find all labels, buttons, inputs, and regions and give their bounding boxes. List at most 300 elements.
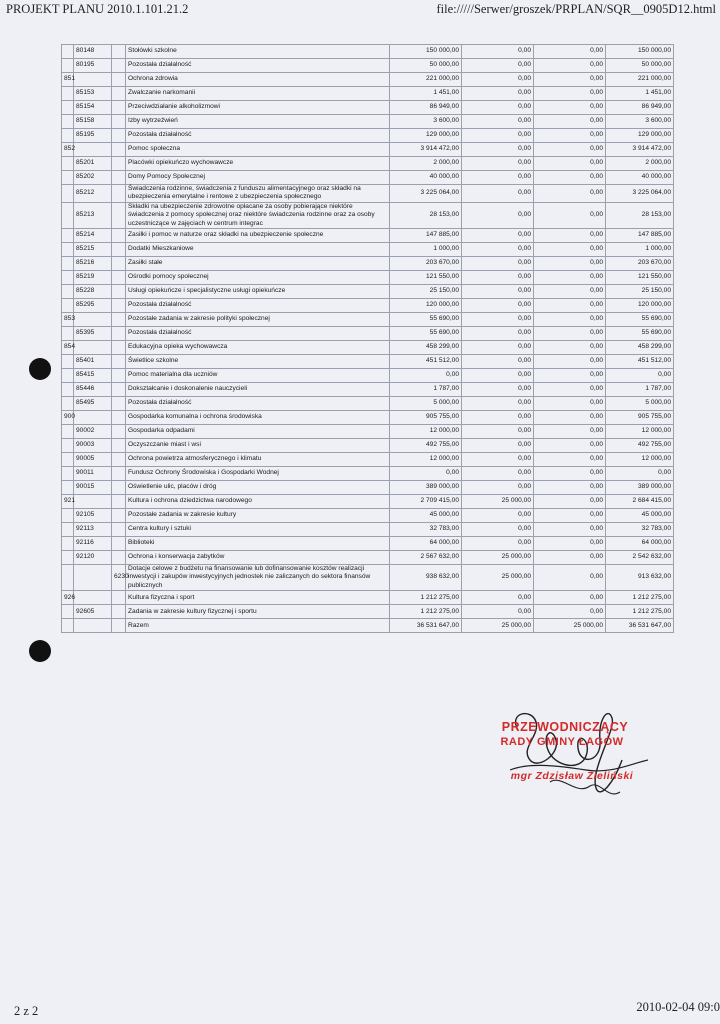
paragraf-cell <box>112 73 126 87</box>
nazwa-cell: Ochrona i konserwacja zabytków <box>126 551 390 565</box>
paragraf-cell <box>112 157 126 171</box>
rozdzial-cell <box>74 591 112 605</box>
change1-cell: 25 000,00 <box>462 619 534 633</box>
table-row <box>62 313 674 327</box>
wynik-cell: 5 000,00 <box>606 397 674 411</box>
table-row <box>62 299 674 313</box>
rozdzial-cell <box>74 143 112 157</box>
plan-cell: 150 000,00 <box>390 45 462 59</box>
page-number: 2 z 2 <box>14 1004 39 1018</box>
rozdzial-cell: 80195 <box>74 59 112 73</box>
change2-cell: 0,00 <box>534 551 606 565</box>
plan-cell: 147 885,00 <box>390 229 462 243</box>
dzial-cell <box>62 257 74 271</box>
dzial-cell <box>62 439 74 453</box>
plan-cell: 0,00 <box>390 467 462 481</box>
rozdzial-cell: 85195 <box>74 129 112 143</box>
change1-cell: 0,00 <box>462 143 534 157</box>
change2-cell: 0,00 <box>534 355 606 369</box>
paragraf-cell <box>112 313 126 327</box>
dzial-cell <box>62 551 74 565</box>
rozdzial-cell <box>74 341 112 355</box>
paragraf-cell <box>112 509 126 523</box>
table-row <box>62 551 674 565</box>
change2-cell: 0,00 <box>534 453 606 467</box>
wynik-cell: 55 690,00 <box>606 313 674 327</box>
change1-cell: 25 000,00 <box>462 551 534 565</box>
table-row <box>62 285 674 299</box>
wynik-cell: 40 000,00 <box>606 171 674 185</box>
change1-cell: 0,00 <box>462 73 534 87</box>
table-row <box>62 59 674 73</box>
wynik-cell: 2 684 415,00 <box>606 495 674 509</box>
wynik-cell: 64 000,00 <box>606 537 674 551</box>
nazwa-cell: Pozostała działalność <box>126 59 390 73</box>
change2-cell: 0,00 <box>534 73 606 87</box>
paragraf-cell <box>112 411 126 425</box>
change1-cell: 0,00 <box>462 467 534 481</box>
table-row <box>62 565 674 591</box>
dzial-cell: 926 <box>62 591 74 605</box>
dzial-cell <box>62 355 74 369</box>
change1-cell: 0,00 <box>462 313 534 327</box>
change1-cell: 0,00 <box>462 271 534 285</box>
plan-cell: 55 690,00 <box>390 313 462 327</box>
table-row <box>62 439 674 453</box>
paragraf-cell <box>112 202 126 228</box>
wynik-cell: 203 670,00 <box>606 257 674 271</box>
dzial-cell <box>62 397 74 411</box>
paragraf-cell <box>112 605 126 619</box>
paragraf-cell <box>112 537 126 551</box>
change1-cell: 0,00 <box>462 185 534 203</box>
dzial-cell <box>62 243 74 257</box>
dzial-cell <box>62 115 74 129</box>
document-file-path: file://///Serwer/groszek/PRPLAN/SQR__0905D12.html <box>436 2 716 16</box>
wynik-cell: 0,00 <box>606 467 674 481</box>
change2-cell: 0,00 <box>534 101 606 115</box>
wynik-cell: 451 512,00 <box>606 355 674 369</box>
table-row <box>62 355 674 369</box>
plan-cell: 905 755,00 <box>390 411 462 425</box>
nazwa-cell: Świetlice szkolne <box>126 355 390 369</box>
print-datetime: 2010-02-04 09:0 <box>636 1000 720 1014</box>
change1-cell: 0,00 <box>462 45 534 59</box>
plan-cell: 389 000,00 <box>390 481 462 495</box>
nazwa-cell: Zwalczanie narkomanii <box>126 87 390 101</box>
wynik-cell: 1 000,00 <box>606 243 674 257</box>
change1-cell: 0,00 <box>462 383 534 397</box>
plan-cell: 221 000,00 <box>390 73 462 87</box>
wynik-cell: 86 949,00 <box>606 101 674 115</box>
table-row <box>62 202 674 228</box>
change1-cell: 0,00 <box>462 355 534 369</box>
rozdzial-cell: 85415 <box>74 369 112 383</box>
change2-cell: 0,00 <box>534 285 606 299</box>
paragraf-cell <box>112 341 126 355</box>
change1-cell: 0,00 <box>462 327 534 341</box>
nazwa-cell: Pozostałe zadania w zakresie kultury <box>126 509 390 523</box>
table-row <box>62 171 674 185</box>
dzial-cell <box>62 299 74 313</box>
wynik-cell: 150 000,00 <box>606 45 674 59</box>
table-row <box>62 101 674 115</box>
dzial-cell: 854 <box>62 341 74 355</box>
table-row <box>62 185 674 203</box>
plan-cell: 40 000,00 <box>390 171 462 185</box>
change1-cell: 0,00 <box>462 101 534 115</box>
nazwa-cell: Dodatki Mieszkaniowe <box>126 243 390 257</box>
nazwa-cell: Przeciwdziałanie alkoholizmowi <box>126 101 390 115</box>
dzial-cell <box>62 605 74 619</box>
wynik-cell: 12 000,00 <box>606 425 674 439</box>
table-row <box>62 229 674 243</box>
table-row <box>62 73 674 87</box>
change2-cell: 0,00 <box>534 87 606 101</box>
nazwa-cell: Oświetlenie ulic, placów i dróg <box>126 481 390 495</box>
rozdzial-cell <box>74 73 112 87</box>
change1-cell: 0,00 <box>462 257 534 271</box>
change1-cell: 0,00 <box>462 129 534 143</box>
change2-cell: 25 000,00 <box>534 619 606 633</box>
change1-cell: 0,00 <box>462 341 534 355</box>
wynik-cell: 121 550,00 <box>606 271 674 285</box>
wynik-cell: 913 632,00 <box>606 565 674 591</box>
nazwa-cell: Pozostała działalność <box>126 397 390 411</box>
table-row <box>62 243 674 257</box>
change2-cell: 0,00 <box>534 143 606 157</box>
wynik-cell: 0,00 <box>606 369 674 383</box>
table-row <box>62 45 674 59</box>
paragraf-cell <box>112 369 126 383</box>
dzial-cell <box>62 129 74 143</box>
nazwa-cell: Ochrona zdrowia <box>126 73 390 87</box>
nazwa-cell: Kultura fizyczna i sport <box>126 591 390 605</box>
rozdzial-cell: 92105 <box>74 509 112 523</box>
wynik-cell: 221 000,00 <box>606 73 674 87</box>
change1-cell: 0,00 <box>462 591 534 605</box>
change2-cell: 0,00 <box>534 243 606 257</box>
table-row <box>62 453 674 467</box>
change2-cell: 0,00 <box>534 59 606 73</box>
stamp-title: PRZEWODNICZĄCY <box>501 720 629 734</box>
wynik-cell: 389 000,00 <box>606 481 674 495</box>
wynik-cell: 2 000,00 <box>606 157 674 171</box>
dzial-cell <box>62 537 74 551</box>
change2-cell: 0,00 <box>534 425 606 439</box>
nazwa-cell: Pomoc społeczna <box>126 143 390 157</box>
table-row <box>62 467 674 481</box>
rozdzial-cell: 85214 <box>74 229 112 243</box>
budget-table-body <box>62 45 674 633</box>
change2-cell: 0,00 <box>534 202 606 228</box>
plan-cell: 458 299,00 <box>390 341 462 355</box>
paragraf-cell <box>112 243 126 257</box>
paragraf-cell <box>112 523 126 537</box>
punch-hole-top <box>29 358 51 380</box>
plan-cell: 3 225 064,00 <box>390 185 462 203</box>
nazwa-cell: Ośrodki pomocy społecznej <box>126 271 390 285</box>
rozdzial-cell: 80148 <box>74 45 112 59</box>
rozdzial-cell: 92116 <box>74 537 112 551</box>
nazwa-cell: Składki na ubezpieczenie zdrowotne opłacane za osoby pobierające niektóre świadczenia z pomocy społecznej oraz niektóre świadczenia rodzinne oraz za osoby uczestniczące w zajęciach w centrum integrac <box>126 202 390 228</box>
plan-cell: 451 512,00 <box>390 355 462 369</box>
dzial-cell <box>62 59 74 73</box>
table-row <box>62 271 674 285</box>
paragraf-cell: 6230 <box>112 565 126 591</box>
rozdzial-cell <box>74 619 112 633</box>
paragraf-cell <box>112 129 126 143</box>
dzial-cell <box>62 523 74 537</box>
rozdzial-cell <box>74 565 112 591</box>
dzial-cell <box>62 87 74 101</box>
rozdzial-cell: 85228 <box>74 285 112 299</box>
rozdzial-cell: 85216 <box>74 257 112 271</box>
nazwa-cell: Gospodarka odpadami <box>126 425 390 439</box>
paragraf-cell <box>112 619 126 633</box>
plan-cell: 25 150,00 <box>390 285 462 299</box>
change1-cell: 0,00 <box>462 411 534 425</box>
paragraf-cell <box>112 185 126 203</box>
table-row <box>62 591 674 605</box>
wynik-cell: 25 150,00 <box>606 285 674 299</box>
table-row <box>62 605 674 619</box>
change1-cell: 0,00 <box>462 115 534 129</box>
nazwa-cell: Fundusz Ochrony Środowiska i Gospodarki Wodnej <box>126 467 390 481</box>
table-row <box>62 537 674 551</box>
dzial-cell: 900 <box>62 411 74 425</box>
change1-cell: 0,00 <box>462 243 534 257</box>
rozdzial-cell: 85154 <box>74 101 112 115</box>
nazwa-cell: Razem <box>126 619 390 633</box>
change1-cell: 0,00 <box>462 523 534 537</box>
dzial-cell <box>62 619 74 633</box>
nazwa-cell: Pozostała działalność <box>126 299 390 313</box>
dzial-cell <box>62 157 74 171</box>
rozdzial-cell <box>74 495 112 509</box>
plan-cell: 1 212 275,00 <box>390 591 462 605</box>
change1-cell: 0,00 <box>462 171 534 185</box>
plan-cell: 28 153,00 <box>390 202 462 228</box>
wynik-cell: 147 885,00 <box>606 229 674 243</box>
paragraf-cell <box>112 591 126 605</box>
table-row <box>62 411 674 425</box>
dzial-cell <box>62 481 74 495</box>
plan-cell: 45 000,00 <box>390 509 462 523</box>
change1-cell: 0,00 <box>462 397 534 411</box>
dzial-cell: 851 <box>62 73 74 87</box>
change2-cell: 0,00 <box>534 565 606 591</box>
signature-stamp <box>470 720 650 782</box>
dzial-cell <box>62 327 74 341</box>
paragraf-cell <box>112 495 126 509</box>
dzial-cell: 852 <box>62 143 74 157</box>
paragraf-cell <box>112 143 126 157</box>
plan-cell: 36 531 647,00 <box>390 619 462 633</box>
change1-cell: 25 000,00 <box>462 495 534 509</box>
paragraf-cell <box>112 551 126 565</box>
table-row <box>62 425 674 439</box>
rozdzial-cell: 85495 <box>74 397 112 411</box>
nazwa-cell: Usługi opiekuńcze i specjalistyczne usługi opiekuńcze <box>126 285 390 299</box>
plan-cell: 203 670,00 <box>390 257 462 271</box>
nazwa-cell: Pomoc materialna dla uczniów <box>126 369 390 383</box>
rozdzial-cell: 85395 <box>74 327 112 341</box>
plan-cell: 121 550,00 <box>390 271 462 285</box>
paragraf-cell <box>112 425 126 439</box>
rozdzial-cell: 85202 <box>74 171 112 185</box>
nazwa-cell: Świadczenia rodzinne, świadczenia z funduszu alimentacyjnego oraz składki na ubezpieczenia emerytalne i rentowe z ubezpieczenia społecznego <box>126 185 390 203</box>
plan-cell: 120 000,00 <box>390 299 462 313</box>
plan-cell: 50 000,00 <box>390 59 462 73</box>
nazwa-cell: Ochrona powietrza atmosferycznego i klimatu <box>126 453 390 467</box>
change1-cell: 0,00 <box>462 285 534 299</box>
plan-cell: 2 567 632,00 <box>390 551 462 565</box>
wynik-cell: 55 690,00 <box>606 327 674 341</box>
change1-cell: 0,00 <box>462 605 534 619</box>
change1-cell: 25 000,00 <box>462 565 534 591</box>
dzial-cell <box>62 425 74 439</box>
rozdzial-cell: 85215 <box>74 243 112 257</box>
change2-cell: 0,00 <box>534 185 606 203</box>
nazwa-cell: Pozostała działalność <box>126 327 390 341</box>
paragraf-cell <box>112 45 126 59</box>
wynik-cell: 1 451,00 <box>606 87 674 101</box>
table-row <box>62 327 674 341</box>
change2-cell: 0,00 <box>534 45 606 59</box>
plan-cell: 2 000,00 <box>390 157 462 171</box>
change1-cell: 0,00 <box>462 537 534 551</box>
plan-cell: 492 755,00 <box>390 439 462 453</box>
dzial-cell <box>62 185 74 203</box>
nazwa-cell: Biblioteki <box>126 537 390 551</box>
table-row <box>62 143 674 157</box>
wynik-cell: 129 000,00 <box>606 129 674 143</box>
dzial-cell <box>62 453 74 467</box>
nazwa-cell: Placówki opiekuńczo wychowawcze <box>126 157 390 171</box>
dzial-cell <box>62 285 74 299</box>
change1-cell: 0,00 <box>462 157 534 171</box>
wynik-cell: 36 531 647,00 <box>606 619 674 633</box>
rozdzial-cell: 90015 <box>74 481 112 495</box>
change2-cell: 0,00 <box>534 171 606 185</box>
plan-cell: 3 600,00 <box>390 115 462 129</box>
plan-cell: 0,00 <box>390 369 462 383</box>
plan-cell: 12 000,00 <box>390 425 462 439</box>
nazwa-cell: Zadania w zakresie kultury fizycznej i sportu <box>126 605 390 619</box>
dzial-cell <box>62 383 74 397</box>
dzial-cell <box>62 202 74 228</box>
change1-cell: 0,00 <box>462 481 534 495</box>
plan-cell: 2 709 415,00 <box>390 495 462 509</box>
wynik-cell: 28 153,00 <box>606 202 674 228</box>
stamp-name: mgr Zdzisław Zieliński <box>510 770 634 782</box>
paragraf-cell <box>112 59 126 73</box>
paragraf-cell <box>112 327 126 341</box>
paragraf-cell <box>112 101 126 115</box>
nazwa-cell: Dotacje celowe z budżetu na finansowanie lub dofinansowanie kosztów realizacji inwestycji i zakupów inwestycyjnych jednostek nie zaliczanych do sektora finansów publicznych <box>126 565 390 591</box>
change1-cell: 0,00 <box>462 425 534 439</box>
table-row <box>62 523 674 537</box>
table-row <box>62 383 674 397</box>
rozdzial-cell: 90003 <box>74 439 112 453</box>
plan-cell: 129 000,00 <box>390 129 462 143</box>
paragraf-cell <box>112 383 126 397</box>
table-row <box>62 369 674 383</box>
wynik-cell: 12 000,00 <box>606 453 674 467</box>
table-row <box>62 481 674 495</box>
plan-cell: 1 451,00 <box>390 87 462 101</box>
change2-cell: 0,00 <box>534 229 606 243</box>
rozdzial-cell: 85219 <box>74 271 112 285</box>
change2-cell: 0,00 <box>534 369 606 383</box>
rozdzial-cell: 90002 <box>74 425 112 439</box>
nazwa-cell: Kultura i ochrona dziedzictwa narodowego <box>126 495 390 509</box>
paragraf-cell <box>112 87 126 101</box>
change2-cell: 0,00 <box>534 397 606 411</box>
paragraf-cell <box>112 397 126 411</box>
change2-cell: 0,00 <box>534 537 606 551</box>
change2-cell: 0,00 <box>534 481 606 495</box>
change2-cell: 0,00 <box>534 299 606 313</box>
dzial-cell <box>62 171 74 185</box>
change1-cell: 0,00 <box>462 509 534 523</box>
rozdzial-cell: 90005 <box>74 453 112 467</box>
plan-cell: 64 000,00 <box>390 537 462 551</box>
rozdzial-cell: 92605 <box>74 605 112 619</box>
change2-cell: 0,00 <box>534 591 606 605</box>
nazwa-cell: Pozostałe zadania w zakresie polityki społecznej <box>126 313 390 327</box>
dzial-cell <box>62 271 74 285</box>
plan-cell: 1 212 275,00 <box>390 605 462 619</box>
table-row <box>62 157 674 171</box>
rozdzial-cell: 85446 <box>74 383 112 397</box>
rozdzial-cell: 92120 <box>74 551 112 565</box>
punch-hole-bottom <box>29 640 51 662</box>
wynik-cell: 492 755,00 <box>606 439 674 453</box>
wynik-cell: 3 914 472,00 <box>606 143 674 157</box>
change2-cell: 0,00 <box>534 271 606 285</box>
nazwa-cell: Stołówki szkolne <box>126 45 390 59</box>
change1-cell: 0,00 <box>462 87 534 101</box>
paragraf-cell <box>112 229 126 243</box>
nazwa-cell: Domy Pomocy Społecznej <box>126 171 390 185</box>
rozdzial-cell <box>74 411 112 425</box>
rozdzial-cell: 85401 <box>74 355 112 369</box>
change1-cell: 0,00 <box>462 202 534 228</box>
nazwa-cell: Zasiłki stałe <box>126 257 390 271</box>
rozdzial-cell: 85213 <box>74 202 112 228</box>
change2-cell: 0,00 <box>534 509 606 523</box>
paragraf-cell <box>112 439 126 453</box>
change2-cell: 0,00 <box>534 439 606 453</box>
change1-cell: 0,00 <box>462 369 534 383</box>
table-row <box>62 87 674 101</box>
dzial-cell <box>62 565 74 591</box>
change2-cell: 0,00 <box>534 157 606 171</box>
document-source-title: PROJEKT PLANU 2010.1.101.21.2 <box>6 2 189 16</box>
change2-cell: 0,00 <box>534 129 606 143</box>
plan-cell: 55 690,00 <box>390 327 462 341</box>
dzial-cell <box>62 509 74 523</box>
plan-cell: 938 632,00 <box>390 565 462 591</box>
plan-cell: 1 787,00 <box>390 383 462 397</box>
nazwa-cell: Dokształcanie i doskonalenie nauczycieli <box>126 383 390 397</box>
wynik-cell: 458 299,00 <box>606 341 674 355</box>
paragraf-cell <box>112 271 126 285</box>
wynik-cell: 1 212 275,00 <box>606 605 674 619</box>
change2-cell: 0,00 <box>534 341 606 355</box>
